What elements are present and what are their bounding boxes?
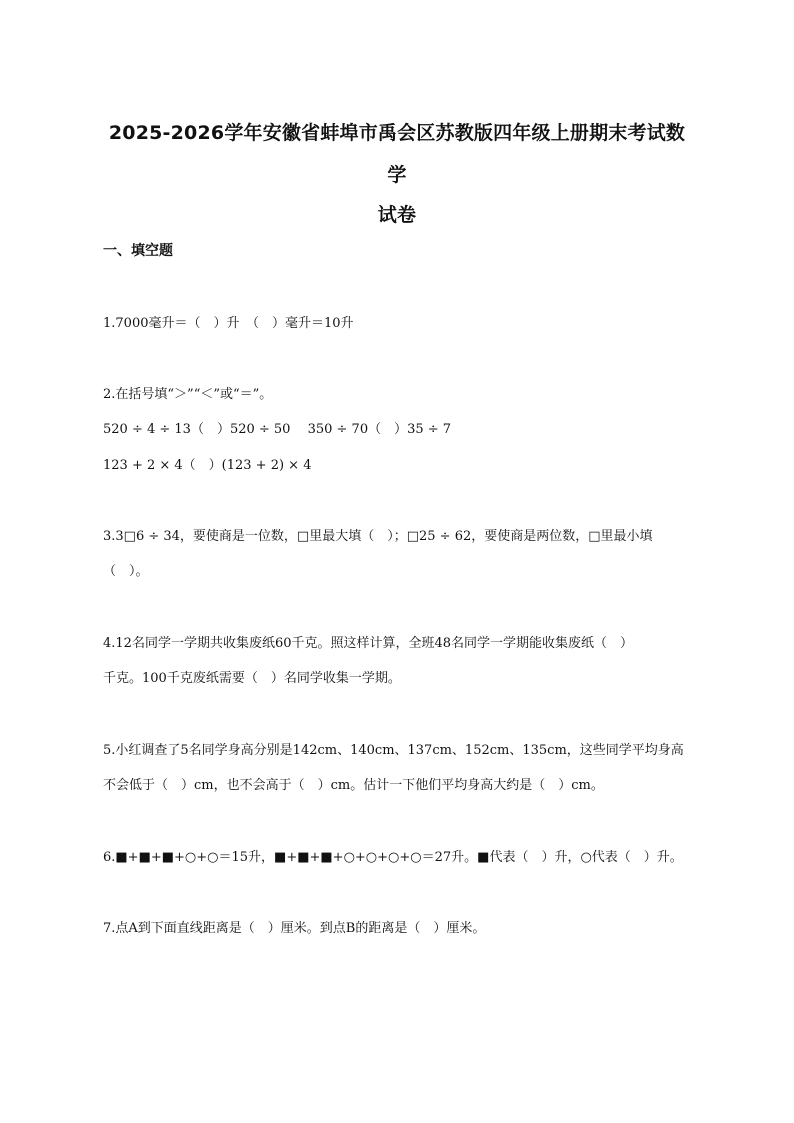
question-2-line2: 123 + 2 × 4（ ）(123 + 2) × 4 [103,458,312,473]
exam-title-line2: 学 [387,164,407,186]
question-2-prompt: 2.在括号填“＞”“＜”或“＝”。 [103,387,273,402]
section-heading: 一、填空题 [103,243,173,259]
exam-title-line1: 2025-2026学年安徽省蚌埠市禹会区苏教版四年级上册期末考试数 [108,122,686,144]
question-7: 7.点A到下面直线距离是（ ）厘米。到点B的距离是（ ）厘米。 [103,921,486,936]
question-6: 6.■+■+■+○+○＝15升，■+■+■+○+○+○+○＝27升。■代表（ ）升，○代表（ ）升。 [103,850,683,865]
question-1: 1.7000毫升＝（ ）升 （ ）毫升＝10升 [103,316,354,331]
exam-title-line3: 试卷 [377,204,417,226]
question-5-line1: 5.小红调查了5名同学身高分别是142cm、140cm、137cm、152cm、135cm，这些同学平均身高 [103,743,684,758]
question-5-line2: 不会低于（ ）cm，也不会高于（ ）cm。估计一下他们平均身高大约是（ ）cm。 [103,778,604,793]
question-3-line1: 3.3□6 ÷ 34，要使商是一位数，□里最大填（ ）；□25 ÷ 62，要使商是两位数，□里最小填 [103,529,653,544]
question-2-line1: 520 ÷ 4 ÷ 13（ ）520 ÷ 50 350 ÷ 70（ ）35 ÷ 7 [103,422,452,437]
question-4-line2: 千克。100千克废纸需要（ ）名同学收集一学期。 [103,671,401,686]
question-3-line2: （ ）。 [103,564,149,579]
question-4-line1: 4.12名同学一学期共收集废纸60千克。照这样计算，全班48名同学一学期能收集废纸（ ） [103,636,634,651]
